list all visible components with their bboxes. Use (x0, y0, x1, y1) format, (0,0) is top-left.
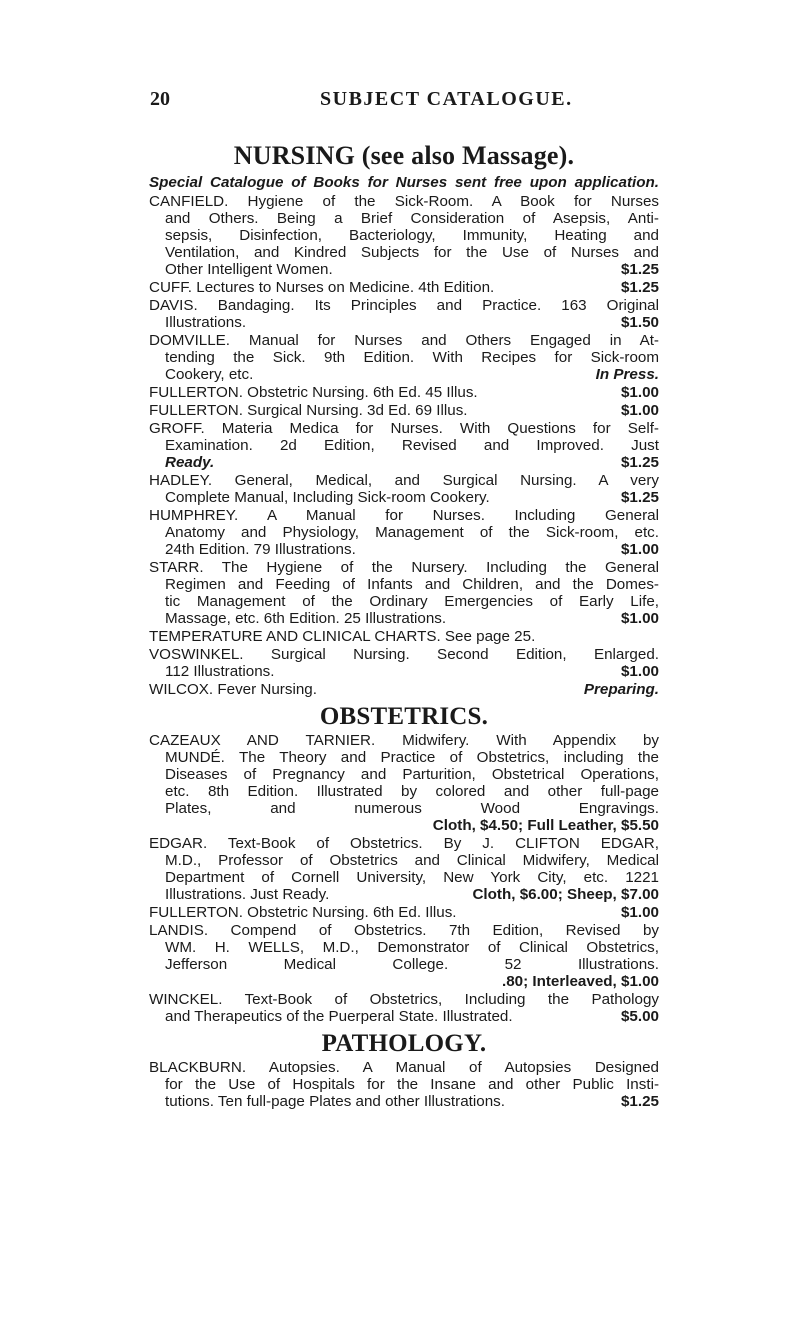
entry-price: .80; Interleaved, $1.00 (501, 973, 659, 990)
entry-line: sepsis, Disinfection, Bacteriology, Immunity, Heating and (165, 227, 659, 244)
entry-line: LANDIS. Compend of Obstetrics. 7th Edition, Revised by (149, 922, 659, 939)
entry-text: tutions. Ten full-page Plates and other Illustrations. (165, 1093, 505, 1110)
entry-last-line (149, 973, 659, 990)
entry-line: MUNDÉ. The Theory and Practice of Obstetrics, including the (165, 749, 659, 766)
entry-last-line (149, 1008, 659, 1025)
special-catalogue-note: Special Catalogue of Books for Nurses sent free upon application. (149, 174, 659, 191)
catalogue-entry (149, 835, 659, 903)
catalogue-entry (149, 472, 659, 506)
catalogue-entry (149, 193, 659, 278)
section-heading: PATHOLOGY. (321, 1030, 487, 1057)
entry-text: Cookery, etc. (165, 366, 254, 383)
entry-text: FULLERTON. Surgical Nursing. 3d Ed. 69 Illus. (149, 402, 468, 419)
catalogue-entry (149, 904, 659, 921)
entry-price: $5.00 (620, 1008, 659, 1025)
entry-last-line (149, 1093, 659, 1110)
entry-line: etc. 8th Edition. Illustrated by colored and other full-page (165, 783, 659, 800)
page-number: 20 (150, 88, 170, 110)
entry-price: $1.00 (620, 904, 659, 921)
entry-text: CUFF. Lectures to Nurses on Medicine. 4th Edition. (149, 279, 495, 296)
entry-text: Complete Manual, Including Sick-room Cookery. (165, 489, 490, 506)
entry-price: $1.25 (620, 279, 659, 296)
entry-line: HUMPHREY. A Manual for Nurses. Including General (149, 507, 659, 524)
entry-price: In Press. (595, 366, 659, 383)
entry-price: $1.00 (620, 663, 659, 680)
entry-last-line (149, 904, 659, 921)
entry-text: Ready. (165, 454, 215, 471)
entry-line: WINCKEL. Text-Book of Obstetrics, Including the Pathology (149, 991, 659, 1008)
entry-text: TEMPERATURE AND CLINICAL CHARTS. See page 25. (149, 628, 536, 645)
entry-line: Jefferson Medical College. 52 Illustrations. (165, 956, 659, 973)
entry-last-line (149, 628, 659, 645)
catalogue-content (149, 140, 659, 1111)
entry-line: DOMVILLE. Manual for Nurses and Others Engaged in At- (149, 332, 659, 349)
catalogue-entry (149, 922, 659, 990)
catalogue-entry (149, 628, 659, 645)
catalogue-entry (149, 681, 659, 698)
entry-line: BLACKBURN. Autopsies. A Manual of Autopsies Designed (149, 1059, 659, 1076)
entry-line: tic Management of the Ordinary Emergencies of Early Life, (165, 593, 659, 610)
entry-line: Department of Cornell University, New York City, etc. 1221 (165, 869, 659, 886)
catalogue-entry (149, 279, 659, 296)
entry-line: for the Use of Hospitals for the Insane and other Public Insti- (165, 1076, 659, 1093)
entry-price: $1.00 (620, 402, 659, 419)
entry-line: HADLEY. General, Medical, and Surgical Nursing. A very (149, 472, 659, 489)
entry-line: and Others. Being a Brief Consideration of Asepsis, Anti- (165, 210, 659, 227)
entry-last-line (149, 366, 659, 383)
entry-line: CANFIELD. Hygiene of the Sick-Room. A Book for Nurses (149, 193, 659, 210)
entry-line: Plates, and numerous Wood Engravings. (165, 800, 659, 817)
entry-last-line (149, 384, 659, 401)
catalogue-entry (149, 332, 659, 383)
running-head (150, 88, 650, 111)
entry-line: M.D., Professor of Obstetrics and Clinical Midwifery, Medical (165, 852, 659, 869)
catalogue-entry (149, 646, 659, 680)
entry-line: GROFF. Materia Medica for Nurses. With Questions for Self- (149, 420, 659, 437)
entry-text: Other Intelligent Women. (165, 261, 333, 278)
entry-last-line (149, 886, 659, 903)
entry-last-line (149, 454, 659, 471)
section-heading: OBSTETRICS. (319, 703, 489, 730)
entry-line: Anatomy and Physiology, Management of the Sick-room, etc. (165, 524, 659, 541)
section-heading: NURSING (see also Massage). (233, 141, 575, 170)
entry-line: Regimen and Feeding of Infants and Children, and the Domes- (165, 576, 659, 593)
entry-line: STARR. The Hygiene of the Nursery. Including the General (149, 559, 659, 576)
entry-text: Illustrations. (165, 314, 247, 331)
entry-price: $1.50 (620, 314, 659, 331)
entry-line: Ventilation, and Kindred Subjects for the Use of Nurses and (165, 244, 659, 261)
entry-line: Diseases of Pregnancy and Parturition, Obstetrical Operations, (165, 766, 659, 783)
entry-line: WM. H. WELLS, M.D., Demonstrator of Clinical Obstetrics, (165, 939, 659, 956)
entry-price: Cloth, $6.00; Sheep, $7.00 (472, 886, 659, 903)
entry-last-line (149, 681, 659, 698)
catalogue-entry (149, 1059, 659, 1110)
catalogue-entry (149, 507, 659, 558)
entry-line: Examination. 2d Edition, Revised and Improved. Just (165, 437, 659, 454)
catalogue-entry (149, 420, 659, 471)
entry-price: $1.25 (620, 489, 659, 506)
entry-price: $1.25 (620, 1093, 659, 1110)
entry-text: Illustrations. Just Ready. (165, 886, 330, 903)
entry-text: 24th Edition. 79 Illustrations. (165, 541, 356, 558)
entry-price: $1.00 (620, 384, 659, 401)
entry-text: FULLERTON. Obstetric Nursing. 6th Ed. Illus. (149, 904, 457, 921)
entry-line: CAZEAUX AND TARNIER. Midwifery. With Appendix by (149, 732, 659, 749)
entry-last-line (149, 261, 659, 278)
entry-price: $1.25 (620, 454, 659, 471)
entry-text: Massage, etc. 6th Edition. 25 Illustrations. (165, 610, 447, 627)
entry-last-line (149, 610, 659, 627)
entry-price: $1.00 (620, 541, 659, 558)
catalogue-entry (149, 559, 659, 627)
entry-line: VOSWINKEL. Surgical Nursing. Second Edition, Enlarged. (149, 646, 659, 663)
entry-last-line (149, 279, 659, 296)
entry-price: $1.00 (620, 610, 659, 627)
entry-text: FULLERTON. Obstetric Nursing. 6th Ed. 45 Illus. (149, 384, 478, 401)
catalogue-entry (149, 297, 659, 331)
entry-last-line (149, 489, 659, 506)
entry-text: and Therapeutics of the Puerperal State. Illustrated. (165, 1008, 513, 1025)
entry-line: DAVIS. Bandaging. Its Principles and Practice. 163 Original (149, 297, 659, 314)
entry-line: tending the Sick. 9th Edition. With Recipes for Sick-room (165, 349, 659, 366)
catalogue-entry (149, 384, 659, 401)
catalogue-entry (149, 732, 659, 834)
entry-last-line (149, 663, 659, 680)
entry-price: Cloth, $4.50; Full Leather, $5.50 (432, 817, 659, 834)
entry-last-line (149, 541, 659, 558)
entry-last-line (149, 402, 659, 419)
entry-last-line (149, 817, 659, 834)
running-title: SUBJECT CATALOGUE. (320, 88, 573, 110)
entry-last-line (149, 314, 659, 331)
entry-price: Preparing. (583, 681, 659, 698)
catalogue-entry (149, 991, 659, 1025)
entry-line: EDGAR. Text-Book of Obstetrics. By J. CLIFTON EDGAR, (149, 835, 659, 852)
entry-price: $1.25 (620, 261, 659, 278)
entry-text: 112 Illustrations. (165, 663, 275, 680)
catalogue-entry (149, 402, 659, 419)
entry-text: WILCOX. Fever Nursing. (149, 681, 317, 698)
